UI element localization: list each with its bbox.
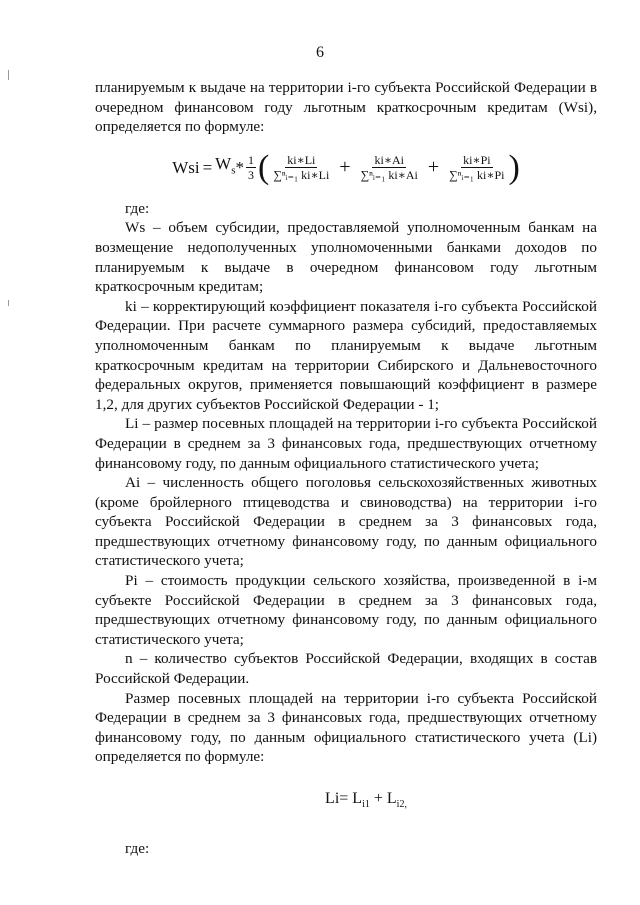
li-paragraph: Размер посевных площадей на территории i-го субъекта Российской Федерации в среднем за 3 финансовых года, предшествующих отчетному финансовому году, по данным официального статистического учета (Li) определяется по формуле: bbox=[95, 689, 597, 766]
definition-li: Li – размер посевных площадей на территории i-го субъекта Российской Федерации в среднем за 3 финансовых года, предшествующих отчетному финансовому году, по данным официального статистического учета; bbox=[95, 415, 597, 472]
definition-ki: ki – корректирующий коэффициент показателя i-го субъекта Российской Федерации. При расчете суммарного размера субсидий, предоставляемых уполномоченным банкам по планируемым к выдаче льготным краткосрочным кредитам на территории Сибирского и Дальневосточного федеральных округов, применяется повышающий коэффициент в размере 1,2, для других субъектов Российской Федерации - 1; bbox=[95, 297, 597, 413]
formula-star: * bbox=[235, 157, 244, 177]
definition-n: n – количество субъектов Российской Федерации, входящих в состав Российской Федерации. bbox=[95, 650, 597, 688]
document-body bbox=[95, 78, 597, 858]
formula-ws: $W_s$ bbox=[215, 154, 236, 177]
formula-plus: + bbox=[427, 155, 440, 178]
formula-equals: = bbox=[202, 157, 213, 177]
formula-term-pi: $\frac{ki∗Pi}{\text{∑ⁿᵢ₌₁ ki∗Pi}}$ bbox=[449, 152, 505, 182]
formula-term-li: $\frac{ki∗Li}{\text{∑ⁿᵢ₌₁ ki∗Li}}$ bbox=[273, 152, 330, 182]
scan-margin-mark bbox=[8, 300, 9, 306]
formula-wsi bbox=[95, 148, 597, 186]
definition-pi: Pi – стоимость продукции сельского хозяйства, произведенной в i-м субъекте Российской Федерации в среднем за 3 финансовых года, предшествующих отчетному финансовому году, по данным официального статистического учета; bbox=[95, 572, 597, 648]
formula-plus: + bbox=[339, 155, 351, 178]
formula-left-paren: ( bbox=[258, 148, 270, 186]
formula-right-paren: ) bbox=[508, 148, 520, 186]
definition-ai: Ai – численность общего поголовья сельскохозяйственных животных (кроме бройлерного птицеводства и свиноводства) на территории i-го субъекта Российской Федерации в среднем за 3 финансовых года, предшествующих отчетному финансовому году, по данным официального статистического учета; bbox=[95, 474, 597, 570]
intro-paragraph: планируемым к выдаче на территории i-го субъекта Российской Федерации в очередном финансовом году льготным краткосрочным кредитам (Wsi), определяется по формуле: bbox=[95, 79, 597, 136]
where-label: где: bbox=[125, 199, 150, 217]
formula-lhs: Wsi bbox=[172, 157, 200, 177]
where-label-2: где: bbox=[125, 839, 150, 857]
page-number: 6 bbox=[316, 44, 324, 61]
formula-term-ai: $\frac{ki∗Ai}{\text{∑ⁿᵢ₌₁ ki∗Ai}}$ bbox=[360, 152, 418, 182]
scan-margin-mark bbox=[8, 70, 9, 80]
formula-one-third: $\frac{1}{3}$ bbox=[248, 152, 254, 182]
formula-li: $Li= L_{i1} + L_{i2,}$ bbox=[325, 790, 407, 811]
definition-ws: Ws – объем субсидии, предоставляемой уполномоченным банкам на возмещение недополученных уполномоченными банками доходов по планируемым к выдаче в очередном финансовом году льготным краткосрочным кредитам; bbox=[95, 219, 597, 296]
